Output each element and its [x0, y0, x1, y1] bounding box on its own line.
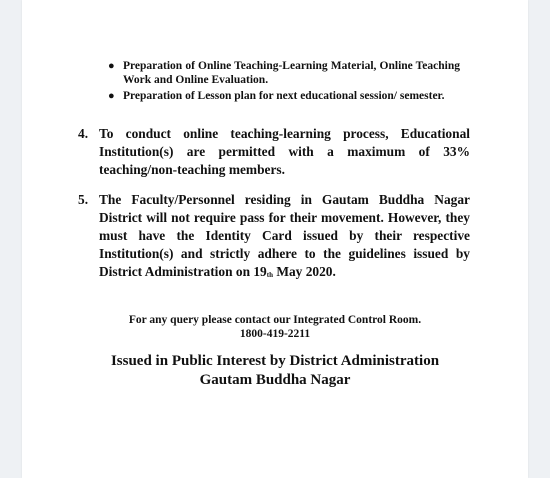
- point-text: To conduct online teaching-learning process, Educational Institution(s) are permitted with a maximum of 33% teaching/non-teaching members.: [99, 126, 470, 177]
- point-text-main: The Faculty/Personnel residing in Gautam Buddha Nagar District will not require pass for their movement. However, they must have the Identity Card issued by their respective Institution(s) and strictly adhere to the guidelines issued by District Administration on 19: [99, 192, 470, 279]
- bullet-icon: ●: [108, 60, 115, 72]
- date-ordinal-suffix: th: [266, 271, 273, 279]
- bullet-icon: ●: [108, 90, 115, 102]
- bullet-text: Preparation of Online Teaching-Learning Material, Online Teaching Work and Online Evaluation.: [123, 60, 460, 86]
- point-number: 5.: [78, 192, 89, 207]
- point-text-end: May 2020.: [273, 264, 336, 279]
- bullet-text: Preparation of Lesson plan for next educational session/ semester.: [123, 90, 445, 102]
- point-text: [99, 191, 470, 283]
- issued-line-2: Gautam Buddha Nagar: [199, 372, 351, 388]
- bullet-item: [108, 60, 460, 87]
- issued-by-block: [0, 352, 550, 390]
- numbered-point-4: [78, 125, 470, 179]
- contact-phone: 1800-419-2211: [239, 328, 311, 340]
- numbered-point-5: [78, 191, 470, 283]
- contact-line: For any query please contact our Integrated Control Room.: [128, 314, 422, 326]
- bullet-item: [108, 90, 460, 104]
- bullet-list: [108, 60, 460, 107]
- point-number: 4.: [78, 126, 89, 141]
- issued-line-1: Issued in Public Interest by District Administration: [110, 353, 440, 369]
- contact-block: [0, 313, 550, 341]
